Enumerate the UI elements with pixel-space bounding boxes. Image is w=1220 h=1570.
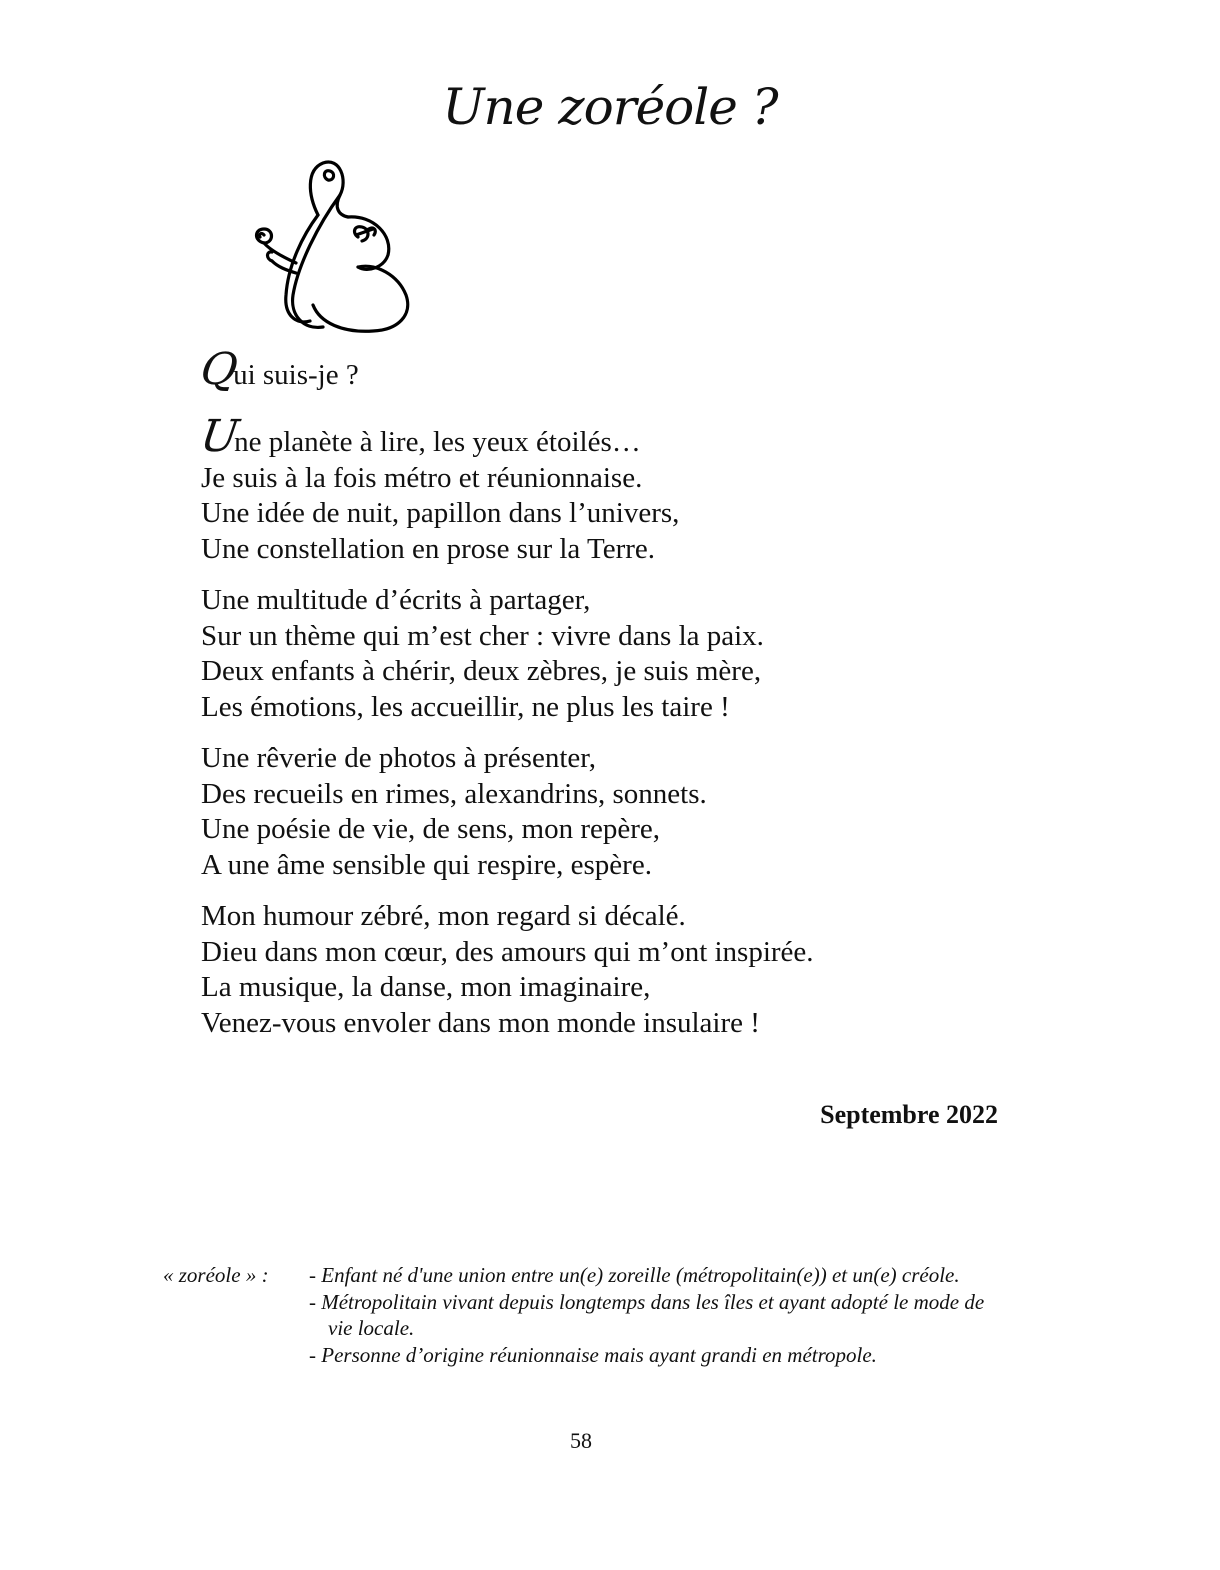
poem-line: Une poésie de vie, de sens, mon repère, bbox=[201, 813, 661, 845]
stanza-2 bbox=[201, 583, 1021, 725]
dropcap-u: U bbox=[197, 411, 242, 462]
poem-line: Venez-vous envoler dans mon monde insulaire ! bbox=[201, 1006, 760, 1039]
poem-line: Une rêverie de photos à présenter, bbox=[201, 742, 596, 774]
footnote-definition: - Métropolitain vivant depuis longtemps dans les îles et ayant adopté le mode de vie locale. bbox=[309, 1289, 985, 1340]
stanza-4 bbox=[201, 899, 1021, 1041]
butterfly-illustration bbox=[248, 155, 418, 340]
poem-line: Sur un thème qui m’est cher : vivre dans la paix. bbox=[201, 619, 764, 652]
poem-title: Une zoréole ? bbox=[442, 78, 778, 136]
poem bbox=[197, 344, 1021, 1057]
poem-line: La musique, la danse, mon imaginaire, bbox=[201, 971, 651, 1003]
footnote-term: « zoréole » : bbox=[163, 1263, 269, 1287]
poem-line: Mon humour zébré, mon regard si décalé. bbox=[201, 900, 686, 932]
poem-line: Une constellation en prose sur la Terre. bbox=[201, 532, 656, 565]
poem-date: Septembre 2022 bbox=[820, 1100, 998, 1129]
stanza-1 bbox=[197, 411, 1021, 567]
footnote-definitions bbox=[309, 1262, 1009, 1368]
poem-line: A une âme sensible qui respire, espère. bbox=[201, 848, 652, 881]
poem-line: Des recueils en rimes, alexandrins, sonnets. bbox=[201, 777, 707, 810]
footnote-definition: - Enfant né d'une union entre un(e) zoreille (métropolitain(e)) et un(e) créole. bbox=[309, 1263, 960, 1287]
poem-line: Deux enfants à chérir, deux zèbres, je suis mère, bbox=[201, 655, 762, 687]
poem-line: Les émotions, les accueillir, ne plus les taire ! bbox=[201, 690, 730, 723]
opening-line-text: ui suis-je ? bbox=[233, 359, 359, 391]
page-number: 58 bbox=[570, 1428, 592, 1453]
stanza-1-line-1-text: ne planète à lire, les yeux étoilés… bbox=[234, 426, 641, 458]
dropcap-q: Q bbox=[197, 344, 241, 395]
poem-line: Dieu dans mon cœur, des amours qui m’ont inspirée. bbox=[201, 935, 814, 968]
poem-line: Une multitude d’écrits à partager, bbox=[201, 584, 591, 616]
opening-line bbox=[197, 344, 1021, 400]
poem-line: Je suis à la fois métro et réunionnaise. bbox=[201, 461, 643, 494]
poem-line: Une idée de nuit, papillon dans l’univers, bbox=[201, 497, 680, 529]
footnote-definition: - Personne d’origine réunionnaise mais ayant grandi en métropole. bbox=[309, 1342, 877, 1367]
stanza-1-line-1 bbox=[197, 411, 1021, 462]
stanza-3 bbox=[201, 741, 1021, 883]
